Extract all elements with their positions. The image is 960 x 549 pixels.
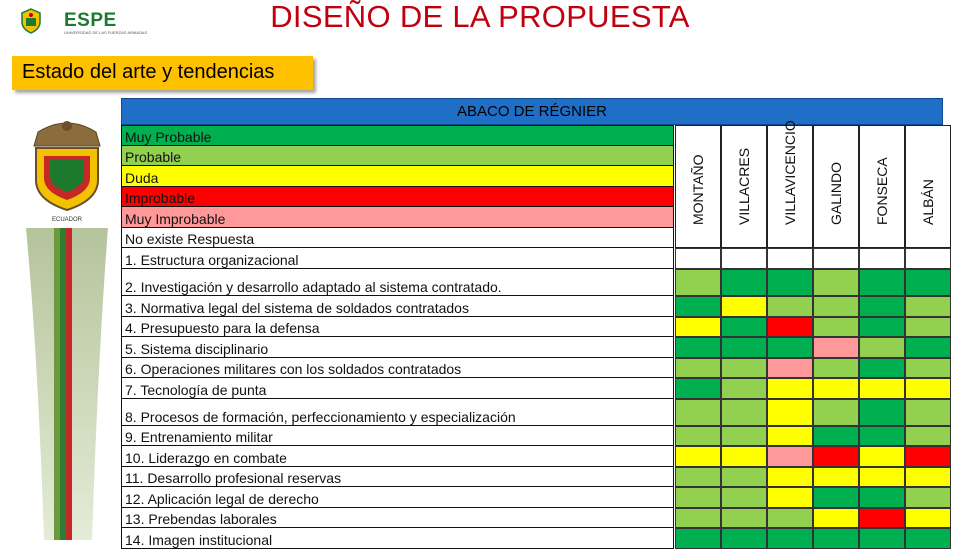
legend-row (121, 228, 674, 248)
criterion-label: 11. Desarrollo profesional reservas (125, 470, 342, 486)
criterion-row (121, 487, 674, 508)
rating-cell (813, 317, 859, 337)
rating-cell (675, 378, 721, 399)
expert-name: GALINDO (828, 161, 844, 225)
table-title-bar (121, 98, 943, 125)
rating-cell (905, 399, 951, 426)
legend-row (121, 166, 674, 187)
expert-header-cell (813, 125, 859, 248)
rating-cell (813, 378, 859, 399)
table-title: ABACO DE RÉGNIER (456, 103, 608, 120)
rating-cell (859, 399, 905, 426)
criterion-label: 1. Estructura organizacional (125, 252, 299, 268)
legend-row (121, 187, 674, 207)
rating-cell (813, 248, 859, 269)
expert-header-cell (721, 125, 767, 248)
criterion-row (121, 399, 674, 426)
rating-cell (767, 446, 813, 467)
rating-cell (767, 467, 813, 487)
rating-cell (905, 269, 951, 296)
criterion-label: 6. Operaciones militares con los soldados contratados (125, 361, 462, 377)
rating-cell (721, 358, 767, 378)
rating-cell (859, 248, 905, 269)
rating-cell (721, 337, 767, 358)
rating-cell (675, 317, 721, 337)
rating-cell (859, 358, 905, 378)
rating-cell (859, 467, 905, 487)
rating-cell (813, 528, 859, 549)
rating-cell (767, 269, 813, 296)
rating-cell (813, 296, 859, 317)
criterion-label: 8. Procesos de formación, perfeccionamiento y especialización (125, 409, 516, 425)
rating-cell (859, 426, 905, 446)
svg-text:ECUADOR: ECUADOR (51, 217, 83, 223)
rating-cell (905, 337, 951, 358)
rating-cell (859, 487, 905, 508)
rating-cell (813, 399, 859, 426)
rating-cell (813, 358, 859, 378)
rating-cell (905, 426, 951, 446)
legend-row (121, 207, 674, 228)
rating-cell (767, 317, 813, 337)
rating-cell (675, 446, 721, 467)
rating-cell (675, 528, 721, 549)
legend-label: No existe Respuesta (125, 231, 255, 247)
rating-cell (905, 528, 951, 549)
rating-cell (721, 296, 767, 317)
expert-name: FONSECA (874, 157, 890, 225)
criterion-row (121, 446, 674, 467)
rating-cell (675, 426, 721, 446)
logo-tagline: UNIVERSIDAD DE LAS FUERZAS ARMADAS (64, 30, 148, 35)
legend-label: Muy Probable (125, 129, 212, 145)
rating-cell (813, 487, 859, 508)
rating-cell (905, 508, 951, 528)
rating-cell (859, 446, 905, 467)
military-emblem-icon (18, 118, 116, 540)
rating-cell (859, 337, 905, 358)
rating-cell (675, 487, 721, 508)
criterion-label: 3. Normativa legal del sistema de soldados contratados (125, 300, 469, 316)
rating-cell (905, 317, 951, 337)
rating-cell (905, 248, 951, 269)
criterion-row (121, 467, 674, 487)
rating-cell (859, 269, 905, 296)
criterion-label: 5. Sistema disciplinario (125, 341, 269, 357)
rating-cell (675, 296, 721, 317)
criterion-label: 14. Imagen institucional (125, 532, 273, 548)
rating-cell (813, 337, 859, 358)
rating-cell (721, 317, 767, 337)
rating-cell (813, 269, 859, 296)
rating-cell (767, 399, 813, 426)
criterion-row (121, 317, 674, 337)
rating-cell (767, 337, 813, 358)
expert-header-cell (675, 125, 721, 248)
legend-label: Probable (125, 149, 182, 165)
rating-cell (767, 528, 813, 549)
criterion-row (121, 248, 674, 269)
rating-cell (675, 508, 721, 528)
legend-row (121, 125, 674, 146)
rating-cell (813, 426, 859, 446)
criterion-row (121, 508, 674, 528)
rating-cell (767, 487, 813, 508)
legend-label: Improbable (125, 190, 196, 206)
expert-name: VILLAVICENCIO (782, 120, 798, 225)
rating-cell (721, 446, 767, 467)
rating-cell (859, 378, 905, 399)
rating-cell (721, 426, 767, 446)
rating-cell (675, 269, 721, 296)
rating-cell (859, 528, 905, 549)
expert-name: MONTAÑO (690, 154, 706, 225)
expert-header-cell (859, 125, 905, 248)
rating-cell (859, 508, 905, 528)
legend-row (121, 146, 674, 166)
rating-cell (905, 296, 951, 317)
rating-cell (721, 508, 767, 528)
expert-header-cell (905, 125, 951, 248)
rating-cell (905, 446, 951, 467)
rating-cell (721, 487, 767, 508)
rating-cell (859, 317, 905, 337)
rating-cell (675, 358, 721, 378)
section-label-text: Estado del arte y tendencias (22, 61, 275, 83)
rating-cell (813, 467, 859, 487)
rating-cell (675, 337, 721, 358)
criterion-row (121, 296, 674, 317)
criterion-row (121, 358, 674, 378)
criterion-label: 13. Prebendas laborales (125, 511, 277, 527)
criterion-label: 4. Presupuesto para la defensa (125, 320, 320, 336)
expert-name: VILLACRES (736, 147, 752, 225)
page-title: DISEÑO DE LA PROPUESTA (270, 0, 690, 34)
rating-cell (813, 446, 859, 467)
criterion-row (121, 337, 674, 358)
legend-label: Duda (125, 170, 159, 186)
rating-cell (721, 378, 767, 399)
rating-cell (721, 248, 767, 269)
criterion-label: 12. Aplicación legal de derecho (125, 491, 319, 507)
logo-name: ESPE (64, 10, 117, 31)
rating-cell (721, 399, 767, 426)
rating-cell (767, 378, 813, 399)
rating-cell (905, 358, 951, 378)
rating-cell (721, 467, 767, 487)
expert-header-cell (767, 120, 813, 248)
criterion-row (121, 426, 674, 446)
rating-cell (767, 358, 813, 378)
rating-cell (859, 296, 905, 317)
rating-cell (675, 248, 721, 269)
rating-cell (905, 378, 951, 399)
criterion-label: 2. Investigación y desarrollo adaptado al sistema contratado. (125, 279, 502, 295)
rating-cell (721, 269, 767, 296)
criterion-row (121, 378, 674, 399)
rating-cell (675, 399, 721, 426)
rating-cell (721, 528, 767, 549)
criterion-label: 7. Tecnología de punta (125, 382, 267, 398)
rating-cell (813, 508, 859, 528)
criterion-row (121, 528, 674, 549)
section-label (12, 56, 313, 90)
criterion-row (121, 269, 674, 296)
expert-name: ALBÁN (920, 179, 936, 225)
rating-cell (905, 487, 951, 508)
criterion-label: 9. Entrenamiento militar (125, 429, 273, 445)
rating-cell (905, 467, 951, 487)
rating-cell (675, 467, 721, 487)
rating-cell (767, 426, 813, 446)
rating-cell (767, 296, 813, 317)
criterion-label: 10. Liderazgo en combate (125, 450, 287, 466)
legend-label: Muy Improbable (125, 211, 226, 227)
rating-cell (767, 248, 813, 269)
rating-cell (767, 508, 813, 528)
